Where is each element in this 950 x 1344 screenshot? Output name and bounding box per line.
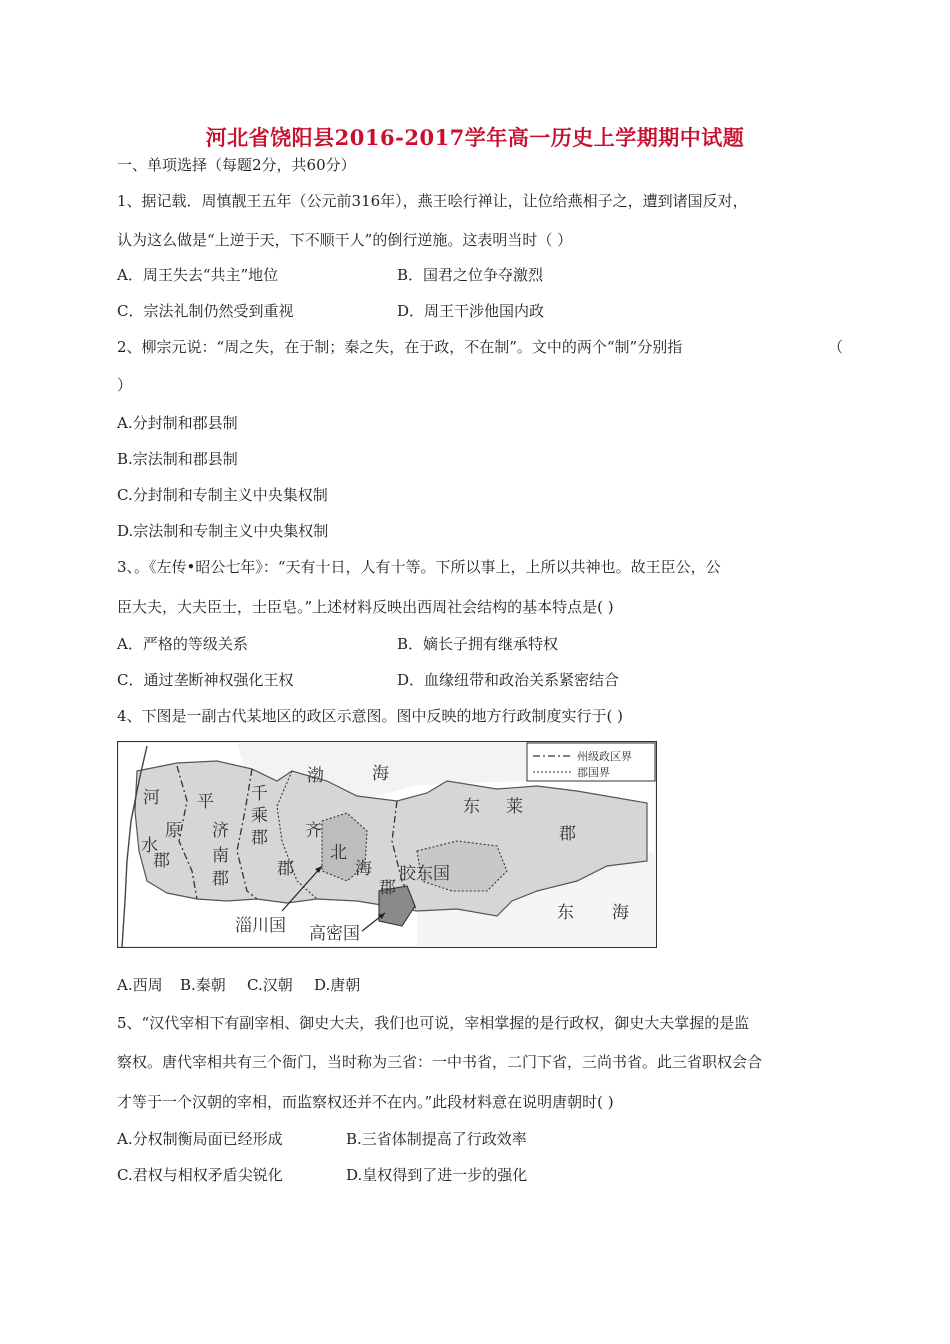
q4-stem: 4、下图是一副古代某地区的政区示意图。图中反映的地方行政制度实行于( ) <box>117 707 624 725</box>
q1-option-b: B．国君之位争夺激烈 <box>397 266 544 284</box>
page-title: 河北省饶阳县2016-2017学年高一历史上学期期中试题 <box>205 125 745 150</box>
q2-option-a: A.分封制和郡县制 <box>117 414 238 432</box>
q5-option-a: A.分权制衡局面已经形成 <box>117 1130 283 1148</box>
q2-paren-close: ） <box>117 376 133 394</box>
q4-option-b: B.秦朝 <box>180 976 226 994</box>
map-label: 郡 <box>153 851 170 871</box>
q1-stem-line2: 认为这么做是“上逆于天，下不顺干人”的倒行逆施。这表明当时（ ） <box>117 231 573 249</box>
q2-option-b: B.宗法制和郡县制 <box>117 450 238 468</box>
q1-stem-line1: 1、据记载．周慎靓王五年（公元前316年），燕王哙行禅让，让位给燕相子之，遭到诸国反对， <box>117 192 748 210</box>
region-map <box>117 741 657 948</box>
q4-option-a: A.西周 <box>117 976 163 994</box>
q5-stem-line2: 察权。唐代宰相共有三个衙门，当时称为三省：一中书省，二门下省，三尚书省。此三省职权会合 <box>117 1053 763 1071</box>
map-label: 乘 <box>251 806 268 826</box>
map-label: 原 <box>165 821 182 841</box>
map-label: 千 <box>251 784 268 804</box>
map-label: 济 <box>212 821 229 841</box>
q3-option-b: B．嫡长子拥有继承特权 <box>397 635 559 653</box>
q3-option-c: C．通过垄断神权强化王权 <box>117 671 294 689</box>
map-label: 胶东国 <box>399 864 450 884</box>
legend-prefecture-label: 州级政区界 <box>577 750 632 763</box>
q1-option-d: D．周王干涉他国内政 <box>397 302 545 320</box>
q5-stem-line1: 5、“汉代宰相下有副宰相、御史大夫，我们也可说，宰相掌握的是行政权，御史大夫掌握的是监 <box>117 1014 750 1032</box>
legend-commandery-label: 郡国界 <box>577 766 610 779</box>
map-label: 郡 <box>277 859 294 879</box>
q5-stem-line3: 才等于一个汉朝的宰相，而监察权还并不在内。”此段材料意在说明唐朝时( ) <box>117 1093 614 1111</box>
map-label: 水 <box>141 836 158 856</box>
q2-paren-open: （ <box>828 338 844 356</box>
map-label: 东 <box>463 797 480 817</box>
map-label: 北 <box>330 843 347 863</box>
q3-stem-line2: 臣大夫，大夫臣士，士臣皂。”上述材料反映出西周社会结构的基本特点是( ) <box>117 598 614 616</box>
q2-option-c: C.分封制和专制主义中央集权制 <box>117 486 328 504</box>
map-label: 海 <box>355 859 372 879</box>
q3-stem-line1: 3、。《左传•昭公七年》：“天有十日，人有十等。下所以事上，上所以共神也。故王臣公，公 <box>117 558 721 576</box>
q5-option-b: B.三省体制提高了行政效率 <box>346 1130 527 1148</box>
q2-stem-line1: 2、柳宗元说：“周之失，在于制；秦之失，在于政，不在制”。文中的两个“制”分别指 <box>117 338 683 356</box>
map-label: 齐 <box>305 821 322 841</box>
q3-option-a: A．严格的等级关系 <box>117 635 248 653</box>
map-label: 郡 <box>212 869 229 889</box>
map-label: 海 <box>372 764 389 784</box>
q3-option-d: D．血缘纽带和政治关系紧密结合 <box>397 671 620 689</box>
q1-option-a: A．周王失去“共主”地位 <box>117 266 279 284</box>
map-label: 郡 <box>379 878 396 898</box>
map-label: 南 <box>212 846 229 866</box>
map-label: 渤 <box>307 766 324 786</box>
map-label: 平 <box>197 792 214 812</box>
map-label: 郡 <box>559 824 576 844</box>
q2-option-d: D.宗法制和专制主义中央集权制 <box>117 522 329 540</box>
map-label: 海 <box>612 903 629 923</box>
q1-option-c: C．宗法礼制仍然受到重视 <box>117 302 294 320</box>
map-label: 河 <box>143 788 160 808</box>
section-heading: 一、单项选择（每题2分，共60分） <box>117 156 356 174</box>
map-label: 东 <box>557 903 574 923</box>
q5-option-c: C.君权与相权矛盾尖锐化 <box>117 1166 283 1184</box>
q4-option-c: C.汉朝 <box>247 976 293 994</box>
q4-option-d: D.唐朝 <box>314 976 361 994</box>
map-label: 高密国 <box>309 924 360 944</box>
map-label: 莱 <box>506 797 523 817</box>
q5-option-d: D.皇权得到了进一步的强化 <box>346 1166 528 1184</box>
map-label: 淄川国 <box>235 916 286 936</box>
map-label: 郡 <box>251 828 268 848</box>
